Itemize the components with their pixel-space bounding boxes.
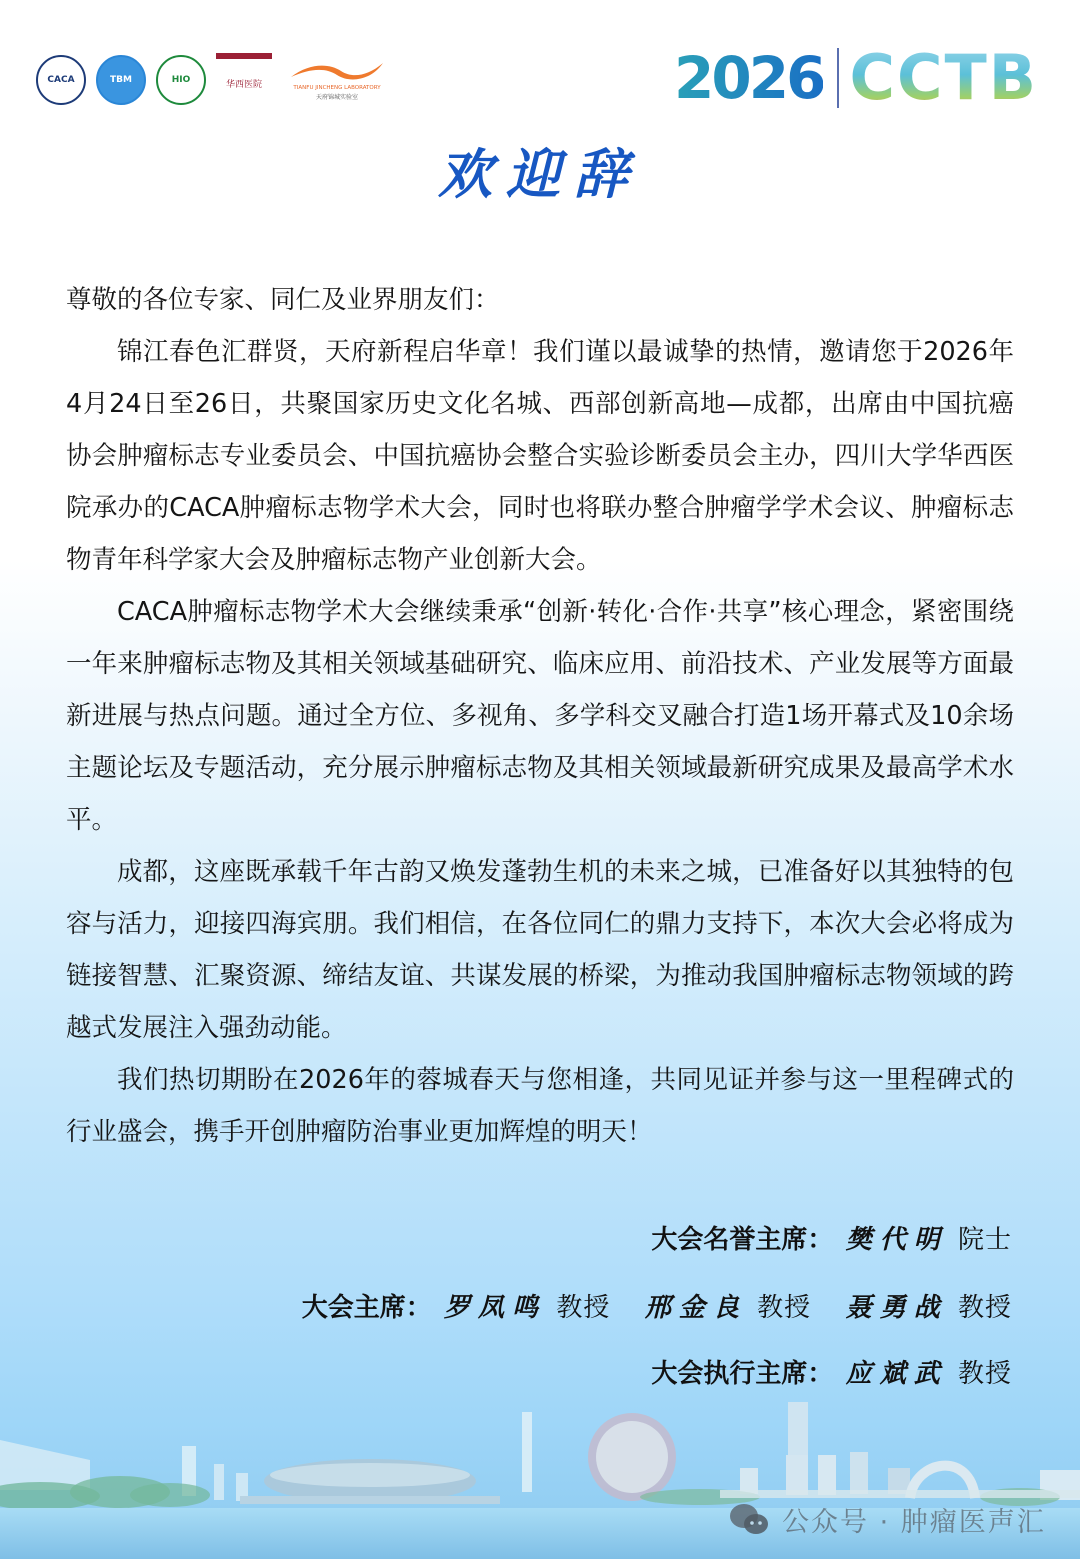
wechat-icon: [728, 1502, 772, 1538]
executive-chair-label: 大会执行主席：: [651, 1359, 834, 1389]
west-china-logo-text: 华西医院: [225, 79, 262, 90]
signature-name: 聂勇战: [845, 1293, 948, 1323]
welcome-letter: [66, 274, 1014, 1158]
hio-logo-text: HIO: [171, 75, 191, 85]
organizer-logos: [36, 50, 392, 110]
tianfu-lab-logo: [282, 59, 392, 101]
brand-year: 2026: [674, 44, 824, 112]
chair-label: 大会主席：: [301, 1293, 432, 1323]
tbm-logo-icon: [96, 55, 146, 105]
signature-name: 邢金良: [644, 1293, 747, 1323]
brand-name: CCTB: [849, 41, 1038, 114]
chair-line: [302, 1280, 1012, 1346]
cctb-brand-logo: [674, 41, 1038, 114]
signature-title: 教授: [957, 1359, 1012, 1389]
signature-name: 罗凤鸣: [444, 1293, 547, 1323]
tianfu-swoosh-icon: [289, 59, 385, 83]
watermark-text: 公众号 · 肿瘤医声汇: [782, 1507, 1046, 1538]
tianfu-lab-en: TIANFU JINCHENG LABORATORY: [293, 85, 381, 91]
west-china-hospital-logo-icon: [216, 53, 272, 107]
salutation: 尊敬的各位专家、同仁及业界朋友们：: [66, 285, 500, 315]
brand-divider: [837, 48, 839, 108]
signature-name: 樊代明: [845, 1225, 948, 1255]
tbm-logo-text: TBM: [110, 75, 132, 85]
honorary-chair-line: [302, 1212, 1012, 1278]
caca-logo-text: CACA: [47, 75, 75, 85]
signature-name: 应斌武: [845, 1359, 948, 1389]
honorary-chair-label: 大会名誉主席：: [651, 1225, 834, 1255]
signature-title: 教授: [556, 1293, 611, 1323]
tianfu-lab-cn: 天府锦城实验室: [315, 94, 358, 101]
letter-paragraph: 成都，这座既承载千年古韵又焕发蓬勃生机的未来之城，已准备好以其独特的包容与活力，迎接四海宾朋。我们相信，在各位同仁的鼎力支持下，本次大会必将成为链接智慧、汇聚资源、缔结友谊、共谋发展的桥梁，为推动我国肿瘤标志物领域的跨越式发展注入强劲动能。: [66, 857, 1014, 1043]
letter-paragraph: CACA肿瘤标志物学术大会继续秉承“创新·转化·合作·共享”核心理念，紧密围绕一年来肿瘤标志物及其相关领域基础研究、临床应用、前沿技术、产业发展等方面最新进展与热点问题。通过全方位、多视角、多学科交叉融合打造1场开幕式及10余场主题论坛及专题活动，充分展示肿瘤标志物及其相关领域最新研究成果及最高学术水平。: [66, 597, 1014, 835]
page-header: [0, 0, 1080, 130]
signature-title: 教授: [957, 1293, 1012, 1323]
wechat-watermark: [728, 1500, 1046, 1539]
caca-logo-icon: [36, 55, 86, 105]
letter-paragraph: 锦江春色汇群贤，天府新程启华章！我们谨以最诚挚的热情，邀请您于2026年4月24日至26日，共聚国家历史文化名城、西部创新高地—成都，出席由中国抗癌协会肿瘤标志专业委员会、中国抗癌协会整合实验诊断委员会主办，四川大学华西医院承办的CACA肿瘤标志物学术大会，同时也将联办整合肿瘤学学术会议、肿瘤标志物青年科学家大会及肿瘤标志物产业创新大会。: [66, 337, 1014, 575]
hio-logo-icon: [156, 55, 206, 105]
page-title: 欢迎辞: [438, 142, 642, 206]
letter-paragraph: 我们热切期盼在2026年的蓉城春天与您相逢，共同见证并参与这一里程碑式的行业盛会，携手开创肿瘤防治事业更加辉煌的明天！: [66, 1065, 1014, 1147]
signature-title: 教授: [757, 1293, 812, 1323]
signature-title: 院士: [957, 1225, 1012, 1255]
